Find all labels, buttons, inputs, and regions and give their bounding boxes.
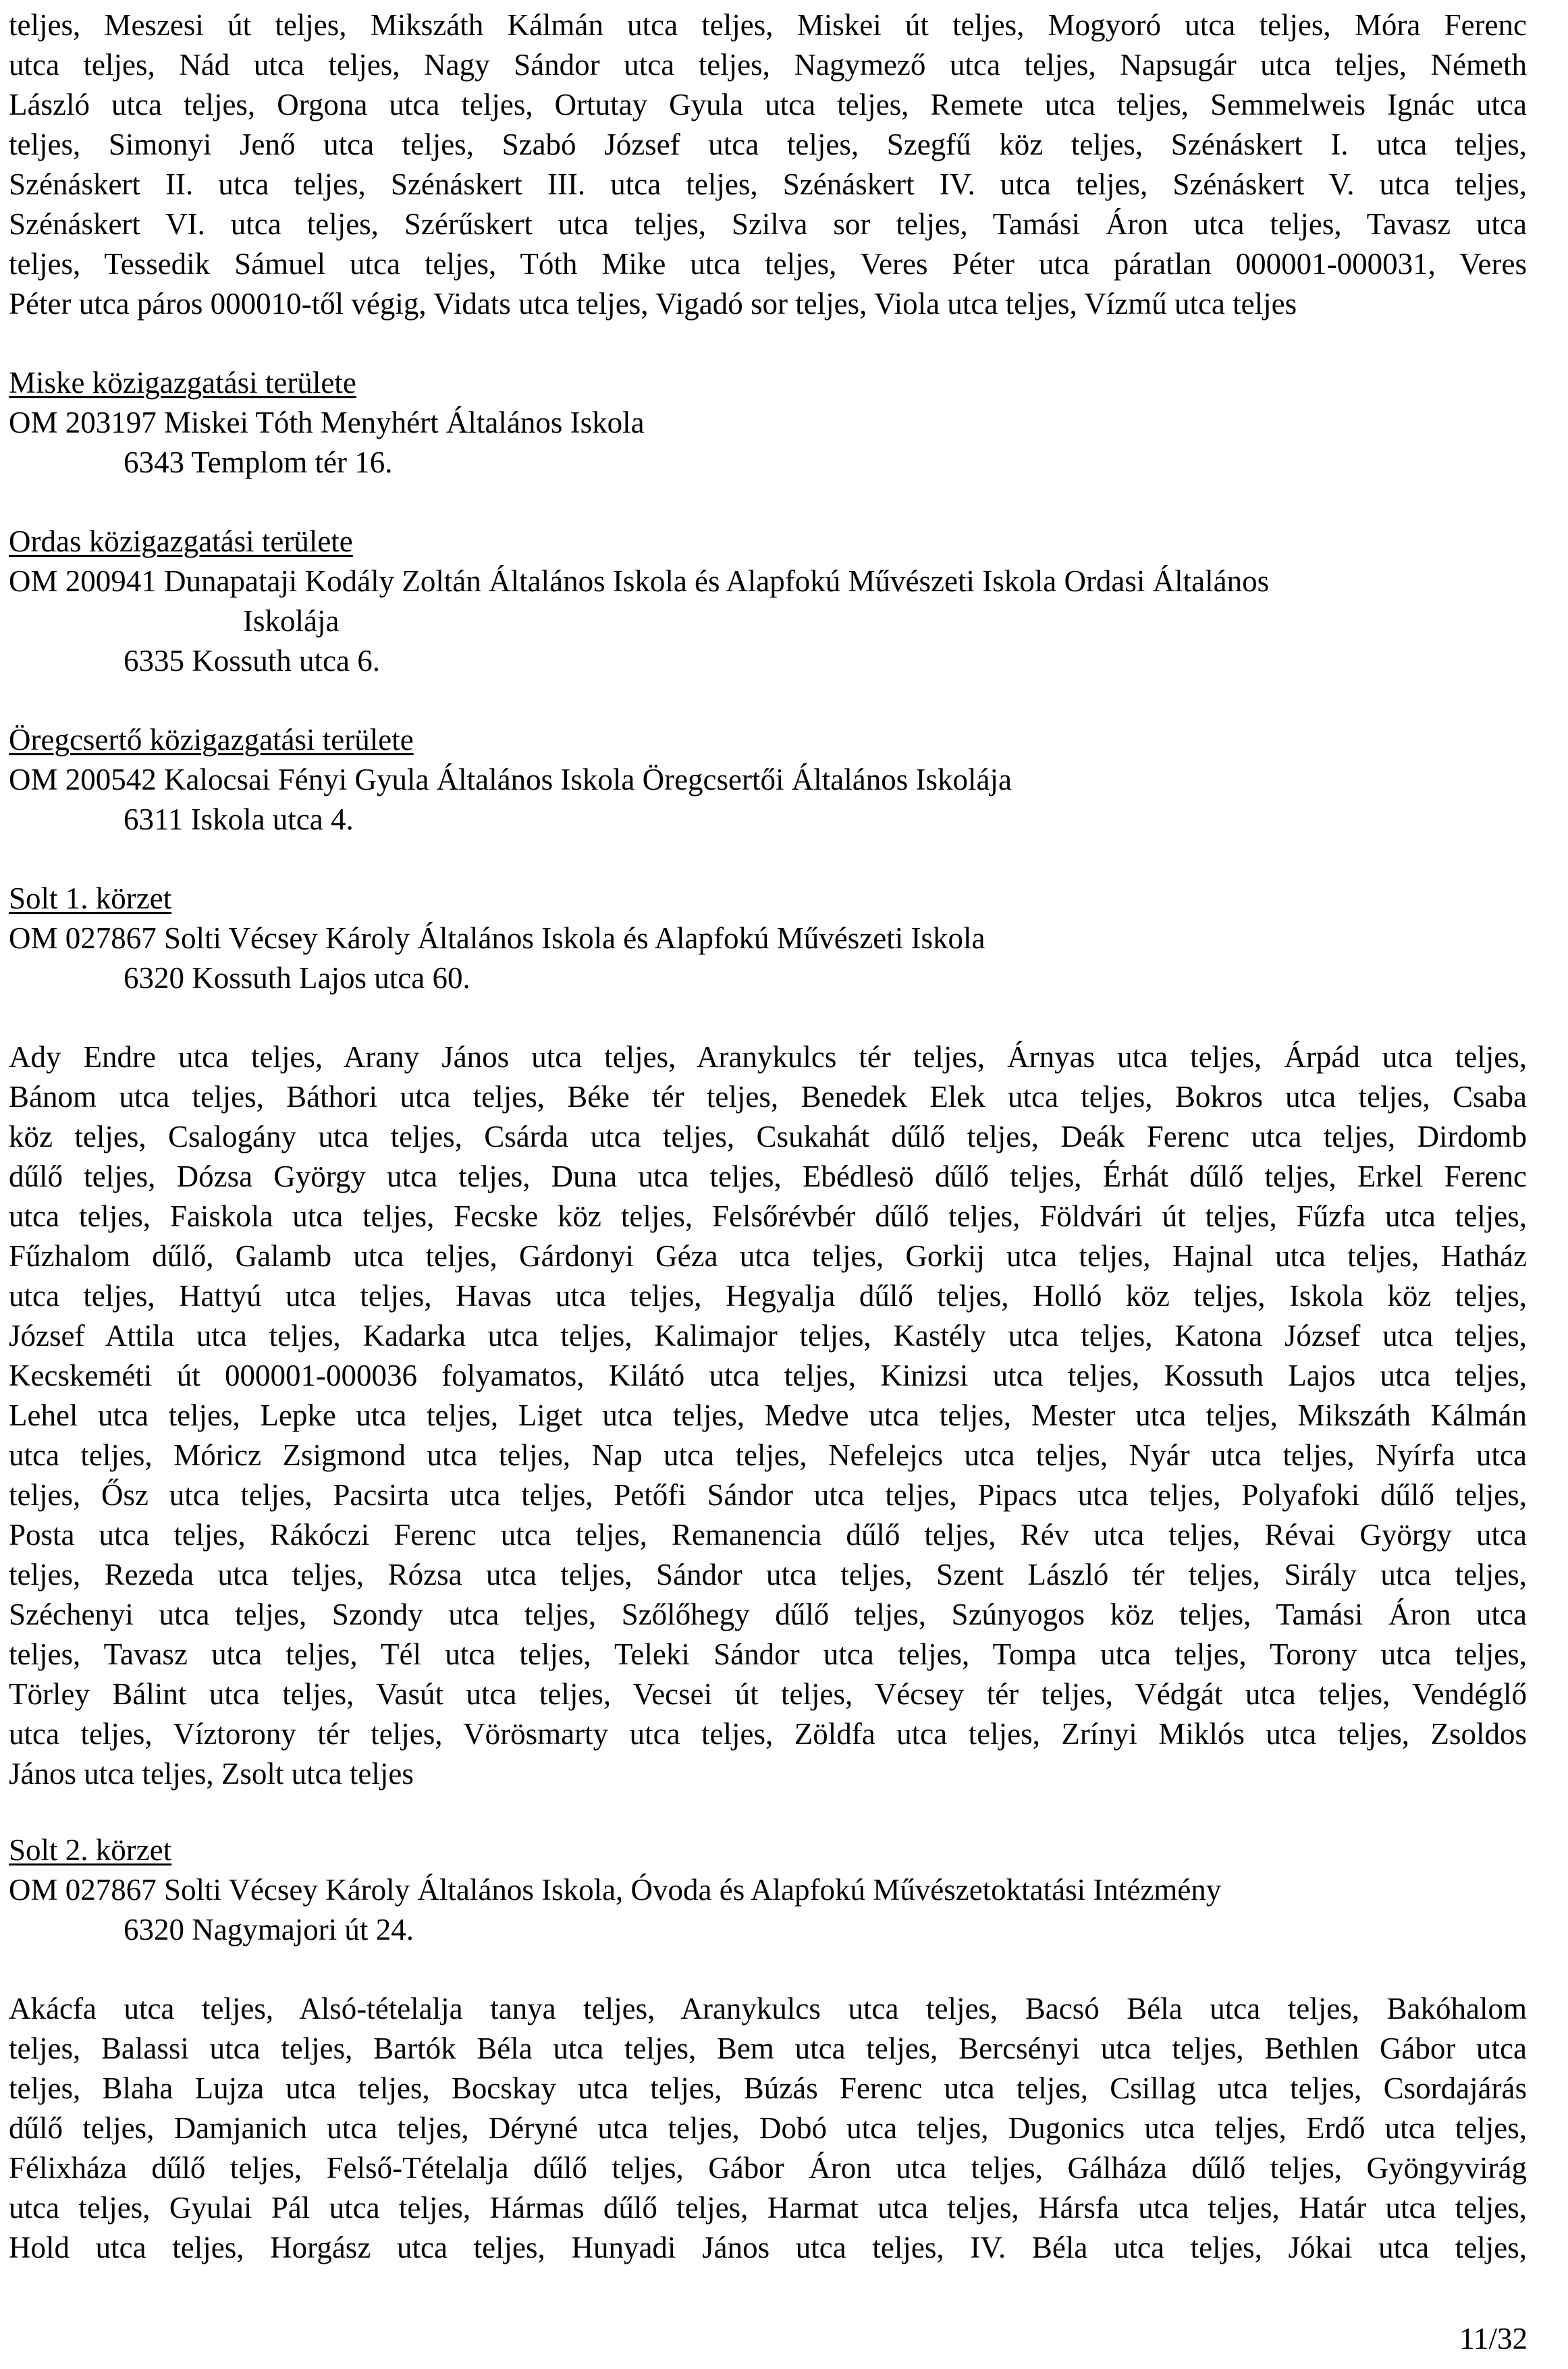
text-line: utca teljes, Hattyú utca teljes, Havas utca teljes, Hegyalja dűlő teljes, Holló köz teljes, Iskola köz teljes, — [9, 1279, 1527, 1313]
text-line: köz teljes, Csalogány utca teljes, Csárda utca teljes, Csukahát dűlő teljes, Deák Ferenc utca teljes, Dirdomb — [9, 1120, 1527, 1153]
text-line: Törley Bálint utca teljes, Vasút utca teljes, Vecsei út teljes, Vécsey tér teljes, Védgát utca teljes, Vendéglő — [9, 1677, 1527, 1711]
school-address: 6320 Kossuth Lajos utca 60. — [124, 961, 470, 995]
school-name: OM 200941 Dunapataji Kodály Zoltán Általános Iskola és Alapfokú Művészeti Iskola Ordasi Általános — [9, 564, 1270, 598]
section-heading: Solt 2. körzet — [9, 1833, 172, 1867]
text-line: Széchenyi utca teljes, Szondy utca teljes, Szőlőhegy dűlő teljes, Szúnyogos köz teljes, Tamási Áron utca — [9, 1598, 1527, 1631]
text-line: Akácfa utca teljes, Alsó-tételalja tanya teljes, Aranykulcs utca teljes, Bacsó Béla utca teljes, Bakóhalom — [9, 1992, 1527, 2025]
text-line: dűlő teljes, Dózsa György utca teljes, Duna utca teljes, Ebédlesö dűlő teljes, Érhát dűlő teljes, Erkel Ferenc — [9, 1160, 1527, 1193]
school-name-continued: Iskolája — [243, 604, 340, 638]
school-address: 6311 Iskola utca 4. — [124, 802, 354, 836]
text-line: Péter utca páros 000010-től végig, Vidats utca teljes, Vigadó sor teljes, Viola utca teljes, Vízmű utca teljes — [9, 287, 1297, 321]
text-line: Lehel utca teljes, Lepke utca teljes, Liget utca teljes, Medve utca teljes, Mester utca teljes, Mikszáth Kálmán — [9, 1398, 1527, 1432]
school-name: OM 203197 Miskei Tóth Menyhért Általános Iskola — [9, 406, 645, 439]
text-line: Szénáskert VI. utca teljes, Szérűskert utca teljes, Szilva sor teljes, Tamási Áron utca teljes, Tavasz utca — [9, 207, 1527, 241]
school-address: 6320 Nagymajori út 24. — [124, 1913, 414, 1946]
school-address: 6335 Kossuth utca 6. — [124, 644, 380, 678]
text-line: utca teljes, Gyulai Pál utca teljes, Hármas dűlő teljes, Harmat utca teljes, Hársfa utca teljes, Határ utca teljes, — [9, 2191, 1527, 2225]
text-line: Szénáskert II. utca teljes, Szénáskert III. utca teljes, Szénáskert IV. utca teljes, Szénáskert V. utca teljes, — [9, 167, 1527, 201]
section-heading: Miske közigazgatási területe — [9, 366, 356, 400]
text-line: Félixháza dűlő teljes, Felső-Tételalja dűlő teljes, Gábor Áron utca teljes, Gálháza dűlő teljes, Gyöngyvirág — [9, 2151, 1527, 2185]
school-name: OM 200542 Kalocsai Fényi Gyula Általános Iskola Öregcsertői Általános Iskolája — [9, 763, 1012, 796]
text-line: Bánom utca teljes, Báthori utca teljes, Béke tér teljes, Benedek Elek utca teljes, Bokros utca teljes, Csaba — [9, 1080, 1527, 1114]
text-line: teljes, Simonyi Jenő utca teljes, Szabó József utca teljes, Szegfű köz teljes, Szénáskert I. utca teljes, — [9, 128, 1527, 161]
text-line: teljes, Tavasz utca teljes, Tél utca teljes, Teleki Sándor utca teljes, Tompa utca teljes, Torony utca teljes, — [9, 1637, 1527, 1671]
page-number: 11/32 — [1459, 2322, 1528, 2356]
text-line: Hold utca teljes, Horgász utca teljes, Hunyadi János utca teljes, IV. Béla utca teljes, Jókai utca teljes, — [9, 2231, 1527, 2264]
school-name: OM 027867 Solti Vécsey Károly Általános Iskola és Alapfokú Művészeti Iskola — [9, 921, 985, 955]
text-line: Ady Endre utca teljes, Arany János utca teljes, Aranykulcs tér teljes, Árnyas utca teljes, Árpád utca teljes, — [9, 1040, 1527, 1074]
text-line: József Attila utca teljes, Kadarka utca teljes, Kalimajor teljes, Kastély utca teljes, Katona József utca teljes, — [9, 1319, 1527, 1353]
text-line: Kecskeméti út 000001-000036 folyamatos, Kilátó utca teljes, Kinizsi utca teljes, Kossuth Lajos utca teljes, — [9, 1359, 1527, 1392]
text-line: teljes, Rezeda utca teljes, Rózsa utca teljes, Sándor utca teljes, Szent László tér teljes, Sirály utca teljes, — [9, 1558, 1527, 1591]
school-name: OM 027867 Solti Vécsey Károly Általános Iskola, Óvoda és Alapfokú Művészetoktatási Intézmény — [9, 1873, 1222, 1907]
text-line: László utca teljes, Orgona utca teljes, Ortutay Gyula utca teljes, Remete utca teljes, Semmelweis Ignác utca — [9, 88, 1527, 121]
section-heading: Öregcsertő közigazgatási területe — [9, 723, 414, 757]
text-line: teljes, Ősz utca teljes, Pacsirta utca teljes, Petőfi Sándor utca teljes, Pipacs utca teljes, Polyafoki dűlő teljes, — [9, 1478, 1527, 1512]
text-line: teljes, Tessedik Sámuel utca teljes, Tóth Mike utca teljes, Veres Péter utca páratlan 000001-000031, Veres — [9, 247, 1527, 281]
text-line: utca teljes, Móricz Zsigmond utca teljes, Nap utca teljes, Nefelejcs utca teljes, Nyár utca teljes, Nyírfa utca — [9, 1438, 1527, 1472]
text-line: Fűzhalom dűlő, Galamb utca teljes, Gárdonyi Géza utca teljes, Gorkij utca teljes, Hajnal utca teljes, Hatház — [9, 1239, 1527, 1273]
text-line: utca teljes, Víztorony tér teljes, Vörösmarty utca teljes, Zöldfa utca teljes, Zrínyi Miklós utca teljes, Zsoldos — [9, 1717, 1527, 1751]
text-line: teljes, Blaha Lujza utca teljes, Bocskay utca teljes, Búzás Ferenc utca teljes, Csillag utca teljes, Csordajárás — [9, 2071, 1527, 2105]
section-heading: Ordas közigazgatási területe — [9, 524, 353, 558]
text-line: utca teljes, Nád utca teljes, Nagy Sándor utca teljes, Nagymező utca teljes, Napsugár utca teljes, Németh — [9, 48, 1527, 82]
text-line: teljes, Meszesi út teljes, Mikszáth Kálmán utca teljes, Miskei út teljes, Mogyoró utca teljes, Móra Ferenc — [9, 8, 1527, 42]
text-line: teljes, Balassi utca teljes, Bartók Béla utca teljes, Bem utca teljes, Bercsényi utca teljes, Bethlen Gábor utca — [9, 2032, 1527, 2065]
section-heading: Solt 1. körzet — [9, 881, 172, 915]
text-line: utca teljes, Faiskola utca teljes, Fecske köz teljes, Felsőrévbér dűlő teljes, Földvári út teljes, Fűzfa utca teljes, — [9, 1199, 1527, 1233]
text-line: Posta utca teljes, Rákóczi Ferenc utca teljes, Remanencia dűlő teljes, Rév utca teljes, Révai György utca — [9, 1518, 1527, 1552]
school-address: 6343 Templom tér 16. — [124, 445, 393, 479]
text-line: dűlő teljes, Damjanich utca teljes, Déryné utca teljes, Dobó utca teljes, Dugonics utca teljes, Erdő utca teljes, — [9, 2111, 1527, 2145]
text-line: János utca teljes, Zsolt utca teljes — [9, 1757, 414, 1791]
